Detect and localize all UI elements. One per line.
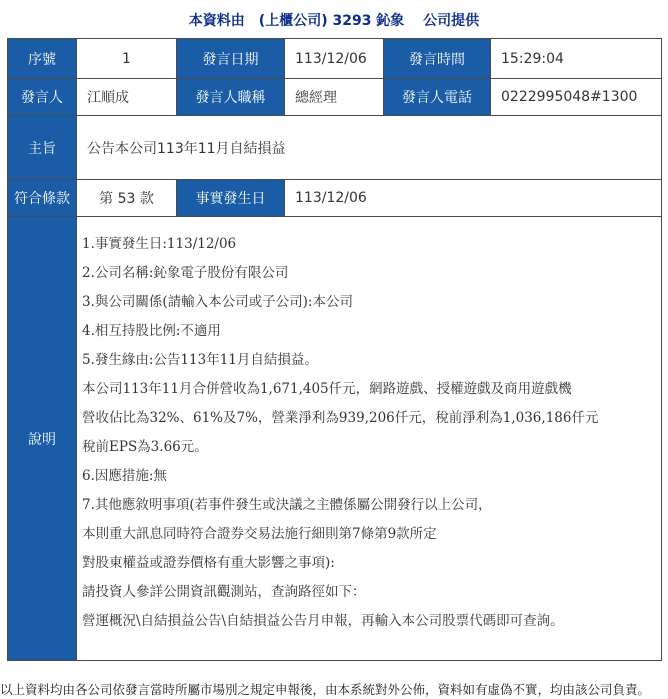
description-line: 請投資人參詳公開資訊觀測站，查詢路徑如下： <box>82 584 366 600</box>
clause-label: 符合條款 <box>8 180 77 217</box>
description-line: 對股東權益或證券價格有重大影響之事項): <box>82 555 335 571</box>
speaker-title-label: 發言人職稱 <box>177 79 285 116</box>
description-line: 本公司113年11月合併營收為1,671,405仟元，網路遊戲、授權遊戲及商用遊戲機 <box>82 381 572 397</box>
date-label: 發言日期 <box>177 39 285 79</box>
description-row <box>8 217 662 661</box>
date-value: 113/12/06 <box>285 39 384 79</box>
description-line: 3.與公司關係(請輸入本公司或子公司):本公司 <box>82 294 353 310</box>
description-lines <box>77 217 661 636</box>
event-date-label: 事實發生日 <box>177 180 285 217</box>
subject-value: 公告本公司113年11月自結損益 <box>77 116 662 180</box>
phone-value: 0222995048#1300 <box>491 79 662 116</box>
description-label: 說明 <box>8 217 77 661</box>
description-line: 營收佔比為32%、61%及7%，營業淨利為939,206仟元，稅前淨利為1,036,186仟元 <box>82 410 599 426</box>
time-value: 15:29:04 <box>491 39 662 79</box>
phone-label: 發言人電話 <box>384 79 491 116</box>
description-line: 7.其他應敘明事項(若事件發生或決議之主體係屬公開發行以上公司， <box>82 497 492 513</box>
info-row-2 <box>8 79 662 116</box>
description-line: 6.因應措施:無 <box>82 468 167 484</box>
description-line: 本則重大訊息同時符合證券交易法施行細則第7條第9款所定 <box>82 526 437 542</box>
seq-value: 1 <box>77 39 177 79</box>
description-body <box>77 217 662 661</box>
info-row-4 <box>8 180 662 217</box>
description-line: 5.發生緣由:公告113年11月自結損益。 <box>82 352 318 368</box>
description-line: 1.事實發生日:113/12/06 <box>82 236 237 252</box>
speaker-label: 發言人 <box>8 79 77 116</box>
clause-value: 第 53 款 <box>77 180 177 217</box>
disclaimer-footer: 以上資料均由各公司依發言當時所屬市場別之規定申報後，由本系統對外公佈，資料如有虛偽不實，均由該公司負責。 <box>0 682 651 697</box>
info-row-1 <box>8 39 662 79</box>
page-title: 本資料由 (上櫃公司) 3293 鈊象 公司提供 <box>188 13 480 29</box>
speaker-value: 江順成 <box>77 79 177 116</box>
seq-label: 序號 <box>8 39 77 79</box>
description-line: 營運概況\自結損益公告\自結損益公告月申報，再輸入本公司股票代碼即可查詢。 <box>82 613 564 629</box>
event-date-value: 113/12/06 <box>285 180 662 217</box>
speaker-title-value: 總經理 <box>285 79 384 116</box>
announcement-table <box>7 38 662 661</box>
description-line: 稅前EPS為3.66元。 <box>82 439 208 455</box>
description-line: 4.相互持股比例:不適用 <box>82 323 221 339</box>
subject-row <box>8 116 662 180</box>
description-line: 2.公司名稱:鈊象電子股份有限公司 <box>82 265 289 281</box>
time-label: 發言時間 <box>384 39 491 79</box>
subject-label: 主旨 <box>8 116 77 180</box>
